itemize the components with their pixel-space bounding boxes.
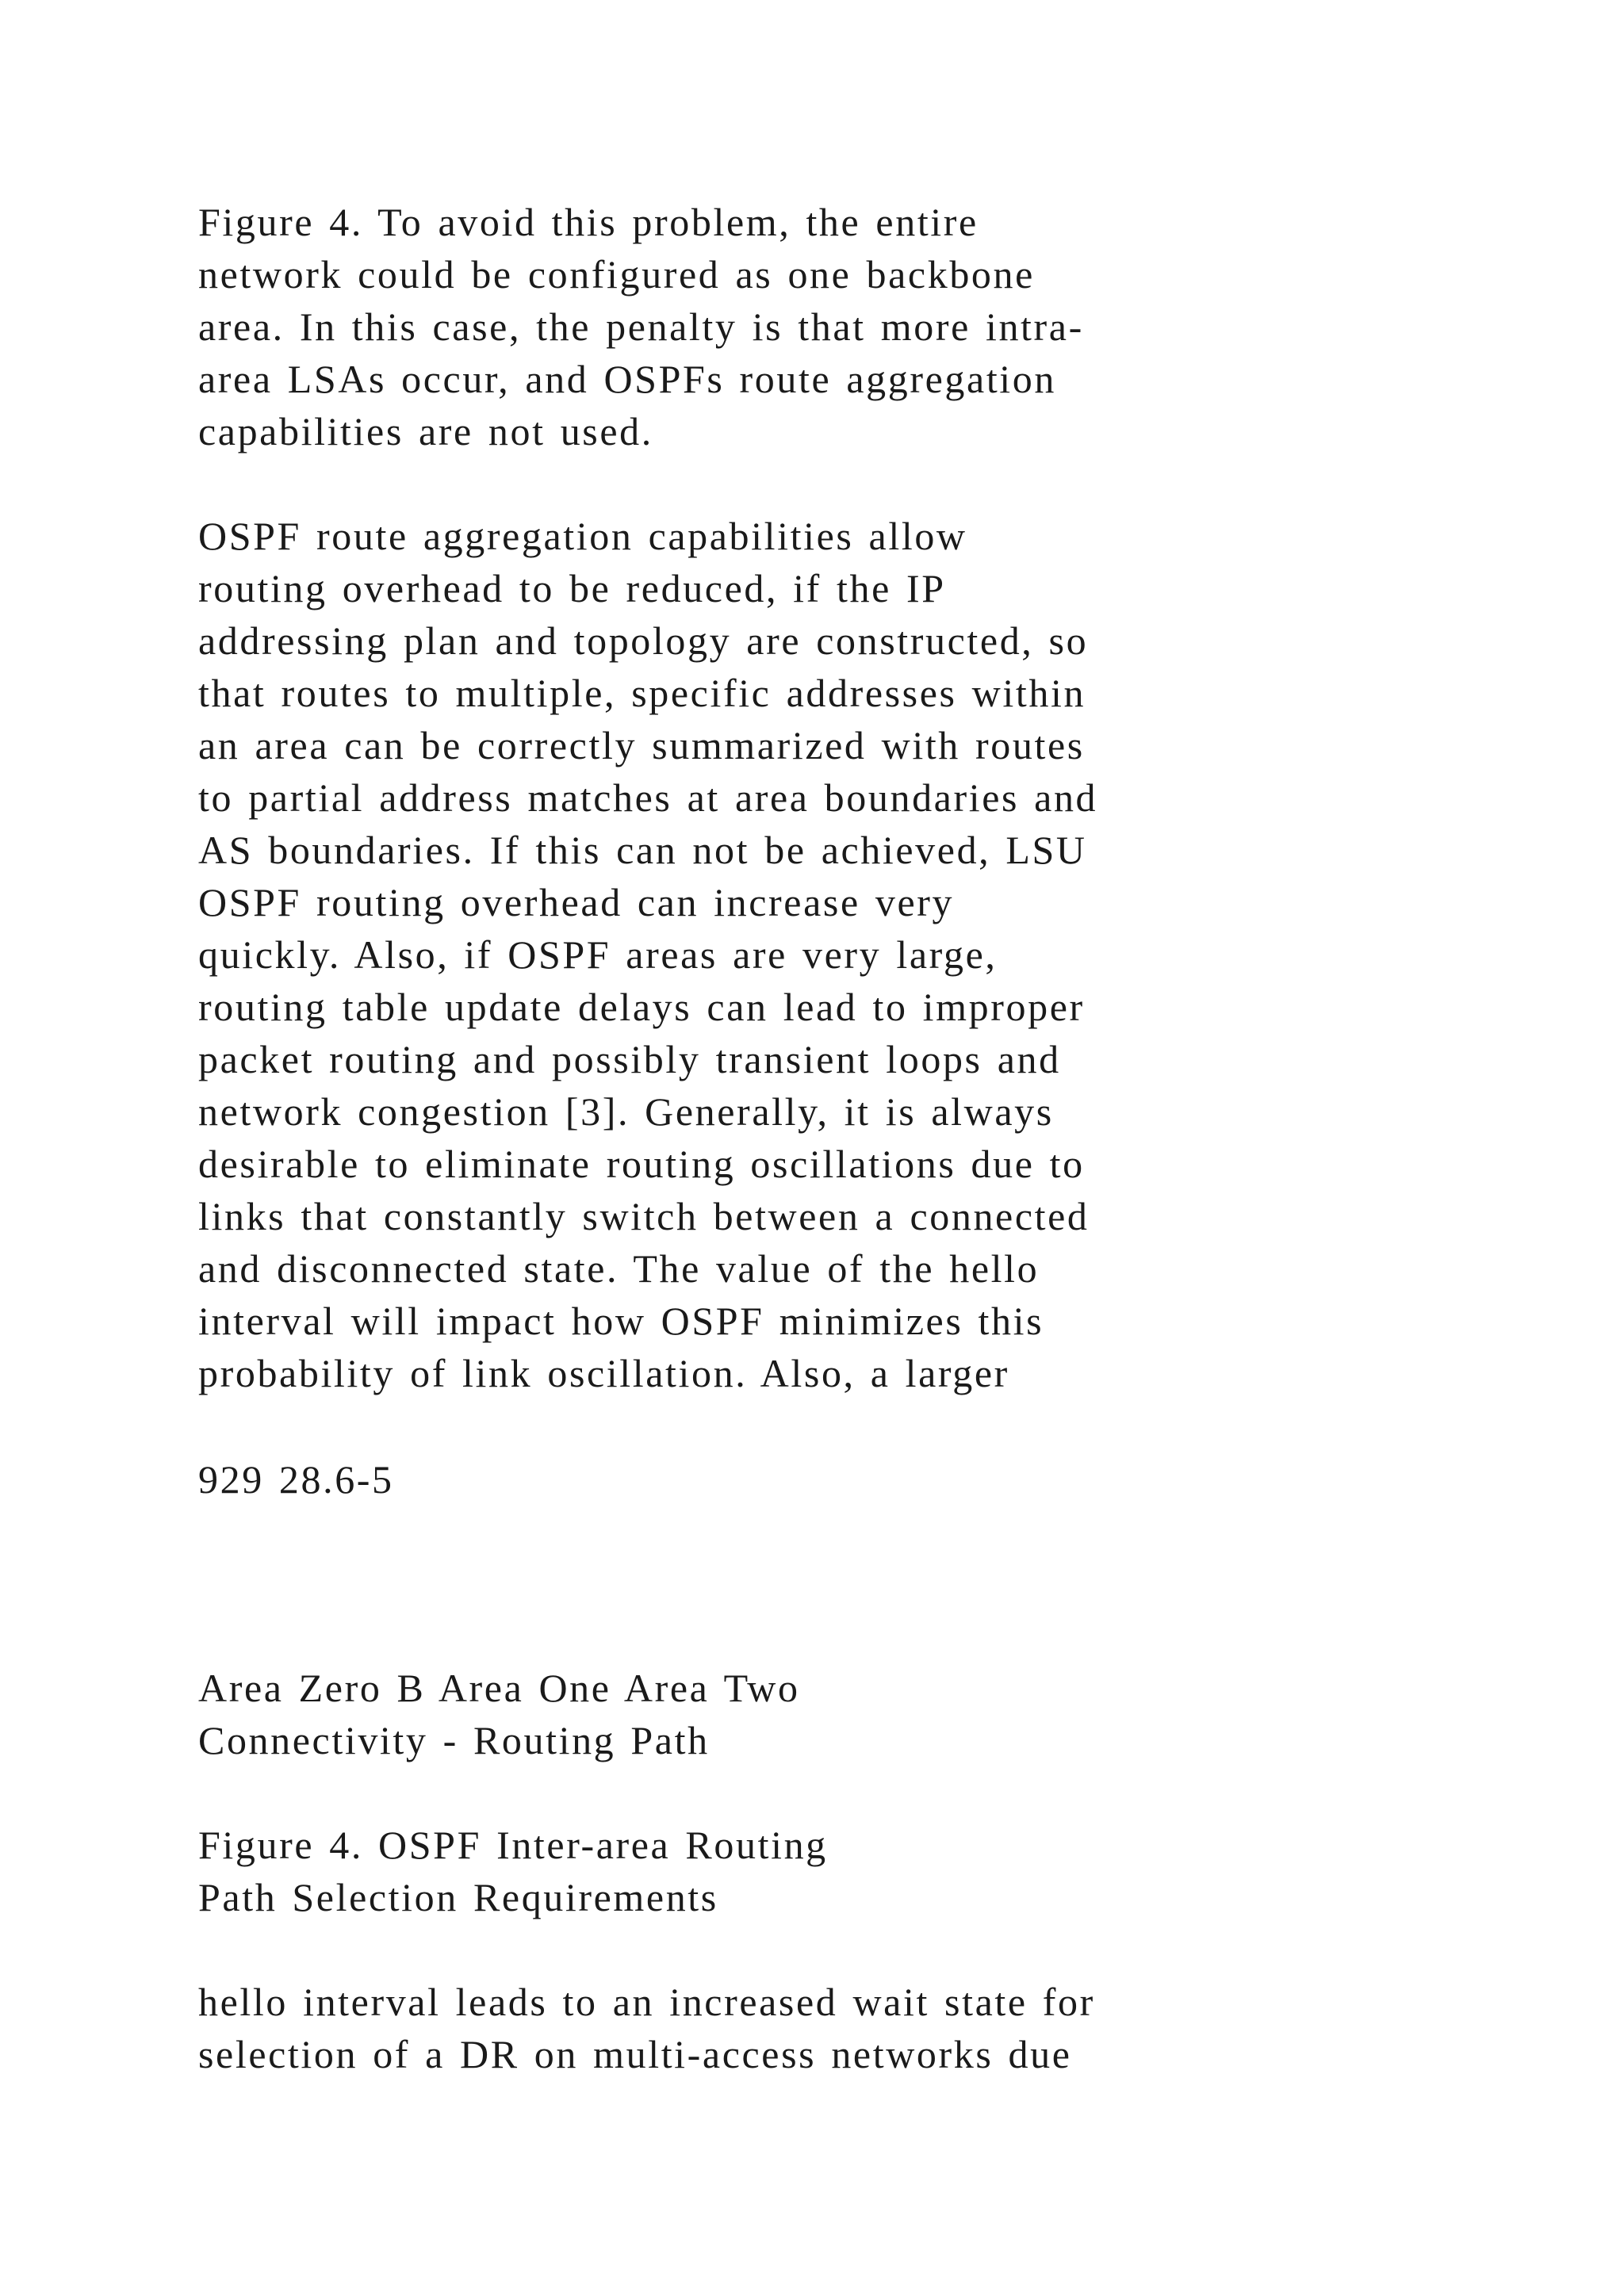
text-line: network congestion [3]. Generally, it is always xyxy=(198,1089,1054,1134)
text-line: Figure 4. To avoid this problem, the entire xyxy=(198,200,979,244)
text-line: AS boundaries. If this can not be achieved, LSU xyxy=(198,828,1087,872)
text-line: network could be configured as one backbone xyxy=(198,252,1035,297)
paragraph-2 xyxy=(198,510,1097,1399)
text-line: area LSAs occur, and OSPFs route aggregation xyxy=(198,357,1057,401)
text-line: area. In this case, the penalty is that more intra- xyxy=(198,304,1084,349)
text-line: addressing plan and topology are constructed, so xyxy=(198,618,1089,663)
text-line: desirable to eliminate routing oscillations due to xyxy=(198,1142,1085,1186)
page-number xyxy=(198,1453,394,1506)
caption-line: Path Selection Requirements xyxy=(198,1875,718,1919)
text-line: quickly. Also, if OSPF areas are very large, xyxy=(198,932,998,977)
paragraph-3 xyxy=(198,1976,1095,2080)
page-number-text: 929 28.6-5 xyxy=(198,1457,394,1502)
text-line: routing table update delays can lead to improper xyxy=(198,985,1085,1029)
caption-line: Figure 4. OSPF Inter-area Routing xyxy=(198,1823,828,1867)
text-line: interval will impact how OSPF minimizes this xyxy=(198,1299,1044,1343)
text-line: an area can be correctly summarized with routes xyxy=(198,723,1085,767)
text-line: probability of link oscillation. Also, a larger xyxy=(198,1351,1009,1395)
paragraph-1 xyxy=(198,196,1084,457)
text-line: packet routing and possibly transient loops and xyxy=(198,1037,1061,1081)
text-line: and disconnected state. The value of the hello xyxy=(198,1246,1040,1291)
text-line: selection of a DR on multi-access networks due xyxy=(198,2032,1072,2076)
text-line: OSPF routing overhead can increase very xyxy=(198,880,955,924)
figure-label-line: Area Zero B Area One Area Two xyxy=(198,1666,800,1710)
text-line: OSPF route aggregation capabilities allow xyxy=(198,514,967,558)
figure-label-line: Connectivity - Routing Path xyxy=(198,1718,710,1762)
text-line: to partial address matches at area boundaries and xyxy=(198,775,1098,820)
text-line: that routes to multiple, specific addresses within xyxy=(198,671,1086,715)
figure-caption xyxy=(198,1819,828,1923)
text-line: capabilities are not used. xyxy=(198,409,653,453)
figure-labels xyxy=(198,1662,800,1766)
text-line: links that constantly switch between a connected xyxy=(198,1194,1090,1238)
text-line: routing overhead to be reduced, if the IP xyxy=(198,566,946,610)
text-line: hello interval leads to an increased wait state for xyxy=(198,1980,1095,2024)
